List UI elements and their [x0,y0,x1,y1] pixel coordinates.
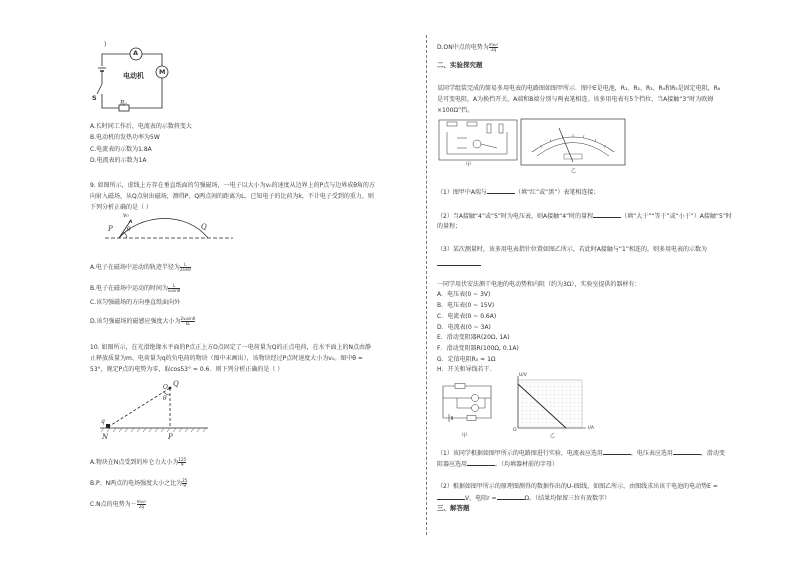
battery-test-circuit-figure [437,382,497,432]
graph-x-axis-label: I/A [588,426,594,431]
fig9-q-label: Q [201,223,207,231]
q8-option-a: A.长时间工作后，电流表的示数将变大 [90,123,192,130]
fig10-n-label: N [102,433,109,441]
q12-item-b: B．电压表(0 ~ 15V) [437,302,495,309]
q12-item-c: C．电流表(0 ~ 0.6A) [437,313,497,320]
q8-option-c: C.电流表的示数为1.8A [90,146,152,153]
q10-stem-line1: 10. 如图所示，在光滑绝缘水平面的P点正上方O点固定了一电荷量为Q的正点电荷，在水平面上的N点由静 [90,344,372,351]
fig10-q-label: Q [173,380,179,388]
column-divider [426,35,427,535]
q9-stem-line1: 9. 如图所示，虚线上方存在垂直纸面的匀强磁场，一电子以大小为v₀的速度从边界上的P点与边界成θ角的方 [90,182,375,189]
switch-label: S [92,94,97,102]
u-i-graph [510,374,590,436]
q10-charge-figure [100,378,210,440]
q12-item-h: H．开关和导线若干. [437,366,492,373]
answer-blank[interactable] [437,265,481,266]
q11-stem-line2: 是可变电阻，A为换挡开关，A端和B端分别与两表笔相连。该多用电表有5个挡位，当A接触“3”时为欧姆 [437,96,714,103]
answer-blank[interactable] [603,449,631,455]
multimeter-dial-figure [520,118,626,168]
q9-stem-line2: 向射入磁场，从Q点射出磁场，测得P、Q两点间的距离为L。已知电子的比荷为k，不计电子受到的重力，则 [90,193,374,200]
q12-item-g: G．定值电阻R₀ = 1Ω [437,356,496,363]
answer-blank[interactable] [487,188,515,194]
q11-sub2: （2）当A接触“4”或“5”时为电压表，则A接触“4”时的量程 （填“大于”“等于”或“小于”）A接触“5”时 [437,213,732,220]
q8-option-d: D.电流表的示数为1A [90,157,147,164]
q11-stem-line3: ×100Ω”挡。 [437,107,474,114]
motor-label: 电动机 [123,72,144,80]
motor-m-label: M [159,68,166,76]
q9-option-a: A.电子在磁场中运动的轨迹半径为 $\frac{L}{2\sin\theta}$ [90,262,191,272]
q12-sub1: （1）该同学根据如图甲所示的电路图进行实验，电流表应选用 ，电压表应选用 ，滑动变 [437,450,725,457]
answer-blank[interactable] [673,449,701,455]
q8-option-b: B.电动机的发热功率为5W [90,134,160,141]
fig-jia-caption: 甲 [466,162,472,168]
q10-option-d: D.ON中点的电势为 $\frac{\text{mv₀²}}{2q}$ [437,42,499,52]
q10-stem-line2: 止释放质量为m、电荷量为q的负电荷的物块（图中未画出），该物块经过P点时速度大小为v₀。图中θ = [90,355,363,362]
fig-jia2-caption: 甲 [462,433,468,439]
q12-item-e: E．滑动变阻器R(20Ω, 1A) [437,334,510,341]
q10-option-b: B.P、N两点的电场强度大小之比为 $\frac{25}{9}$ [90,478,188,488]
q9-stem-line3: 下列分析正确的是（ ） [90,204,152,211]
q9-option-c: C.该匀强磁场的方向垂直纸面向外 [90,299,181,306]
q12-sub2: （2）根据如图甲所示的原理图测得的数据作出的U-I图线，如图乙所示，由图线求出该干电池的电动势E = [437,483,718,490]
resistor-label: R₀ [120,100,127,107]
fig-yi-caption: 乙 [571,168,577,174]
q11-stem-line1: 某同学组装完成的简易多用电表的电路图如图甲所示．图中E是电池，R₁、R₂、R₃、R₄和R₅是固定电阻，R₆ [437,85,721,92]
answer-blank[interactable] [437,494,465,500]
fig10-p-label: P [168,433,173,441]
fig9-theta-label: θ [127,226,131,233]
fig10-theta-label: θ [163,395,167,402]
q8-tail: ) [104,41,107,48]
q11-sub1: （1）图甲中A端与 （填“红”或“黑”）表笔相连接； [437,189,600,196]
q11-sub3: （3）某次测量时，该多用电表指针位置如图乙所示，若此时A接触与“1”相连的，则多用电表的示数为 [437,246,707,253]
fig10-o-label: O [163,384,168,391]
q11-sub2-cont: 的量程； [437,223,462,230]
q10-option-c: C.N点的电势为－ $\frac{\text{mv₀²}}{2q}$ [90,499,147,509]
ammeter-label: A [133,49,139,57]
graph-origin-label: O [513,428,517,433]
fig-yi2-caption: 乙 [550,433,556,439]
fig9-v0-label: v₀ [123,212,129,219]
section-experiment-heading: 二、实验探究题 [437,61,483,69]
q10-option-a: A.物块在N点受到的库仑力大小为 $\frac{125}{9}$ [90,457,187,467]
q12-item-f: F．滑动变阻器R(100Ω, 0.1A) [437,345,519,352]
multimeter-circuit-figure [437,118,519,166]
q9-option-d: D.该匀强磁场的磁感应强度大小为 $\frac{\text{2v₀sinθ}}{kL}$ [90,316,196,326]
q12-item-a: A．电压表(0 ~ 3V) [437,291,491,298]
fig9-p-label: P [108,225,113,233]
q9-option-b: B.电子在磁场中运动的时间为 $\frac{L}{\text{v₀sinθ}}$ [90,283,181,293]
q12-item-d: D．电流表(0 ~ 3A) [437,324,491,331]
answer-blank[interactable] [467,460,495,466]
fig10-qsmall-label: q [101,418,105,425]
q12-sub2-cont: V，电阻r = Ω。（结果均保留三位有效数字） [437,494,610,502]
q12-stem: 一同学用伏安法测干电池的电动势和内阻（约为3Ω），实验室提供的器材有： [437,281,641,288]
answer-blank[interactable] [497,494,525,500]
answer-blank[interactable] [593,212,621,218]
section-solve-heading: 三、解答题 [437,504,470,512]
q10-stem-line3: 53°，规定P点的电势为零，取cos53° = 0.6．则下列分析正确的是（ ） [90,366,284,373]
graph-y-axis-label: U/V [519,373,527,378]
q12-sub1-cont: 阻器应选用 。（均填器材前的字母） [437,461,559,468]
